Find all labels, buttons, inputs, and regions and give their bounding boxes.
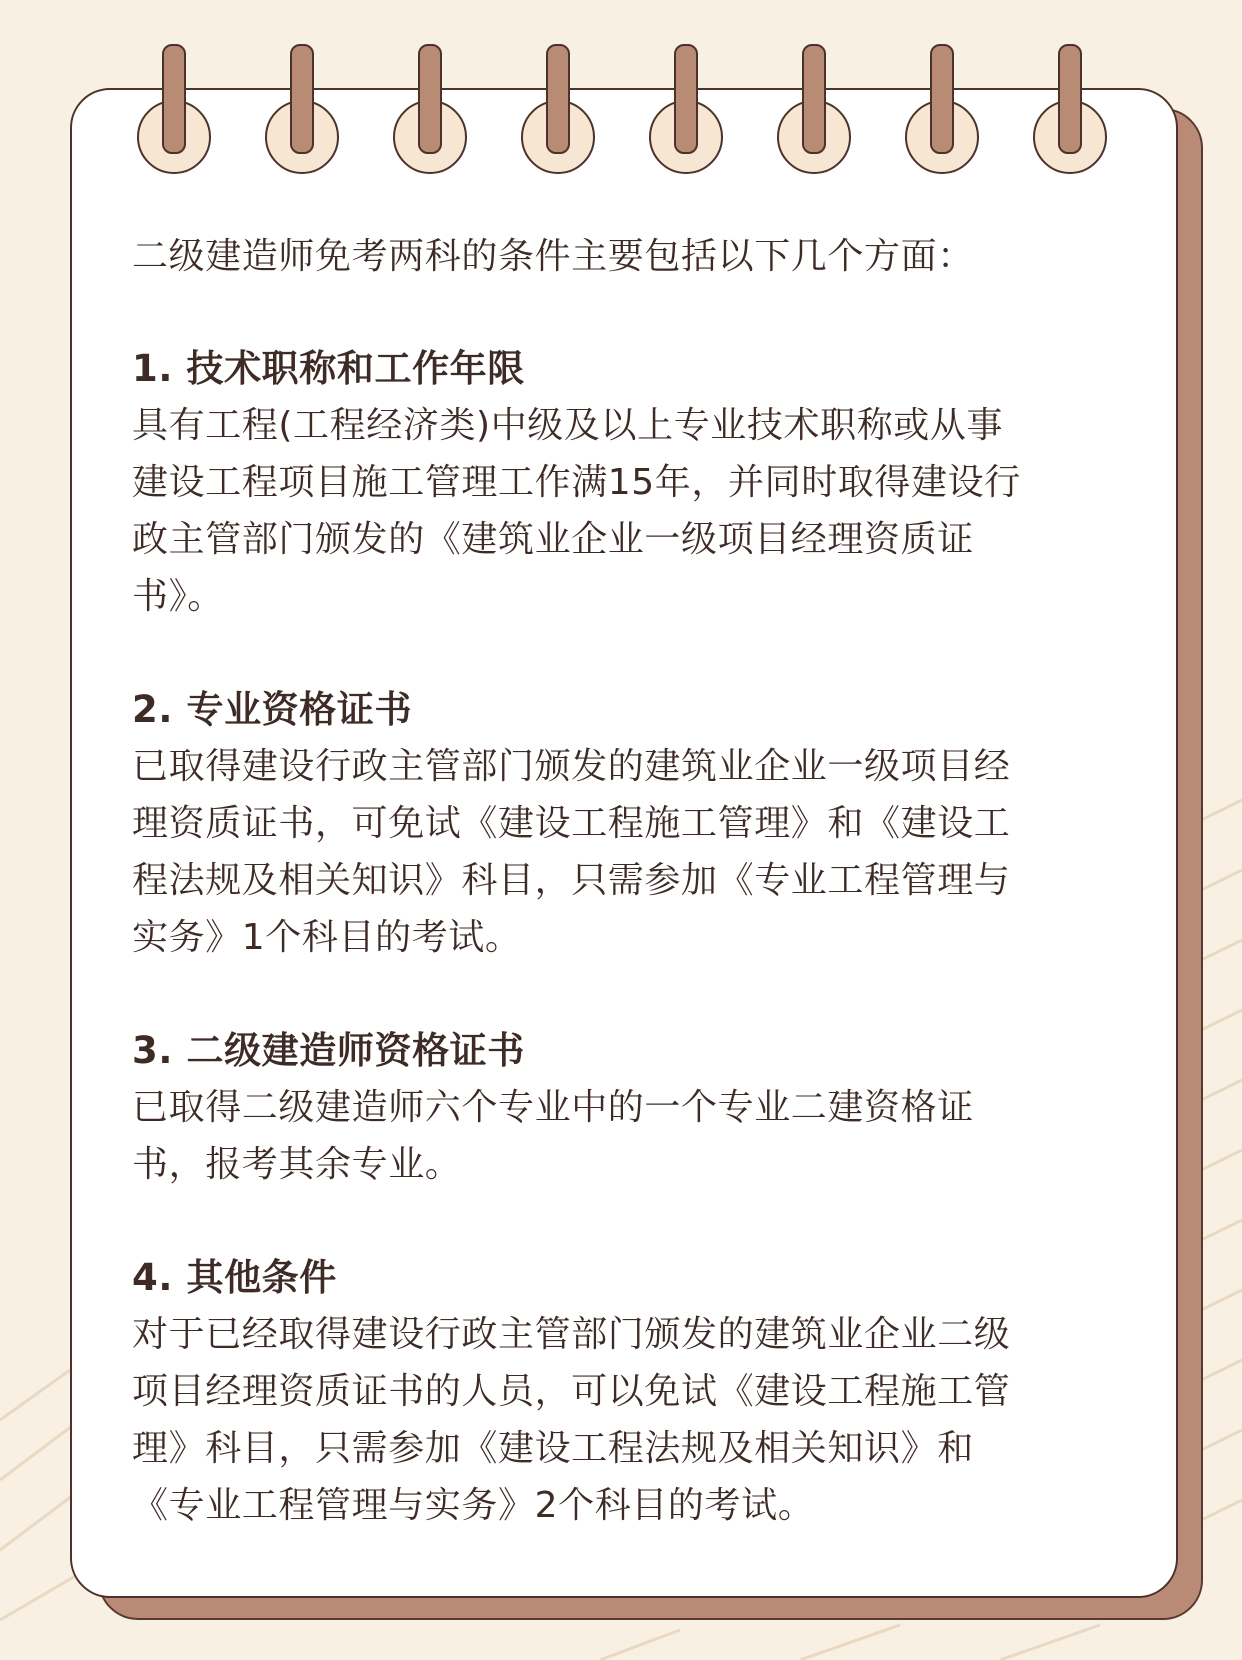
intro-text: 二级建造师免考两科的条件主要包括以下几个方面： [132,236,974,277]
binder-ring [905,44,979,174]
ring-bar [1058,44,1082,154]
ring-bar [930,44,954,154]
binder-ring [393,44,467,174]
ring-bar [802,44,826,154]
binder-ring [137,44,211,174]
ring-bar [162,44,186,154]
section-body: 对于已经取得建设行政主管部门颁发的建筑业企业二级 项目经理资质证书的人员，可以免试《建设工程施工管 理》科目，只需参加《建设工程法规及相关知识》和 《专业工程管理与实务》2个科目的考试。 [132,1314,1011,1526]
section-1 [132,340,1122,625]
section-3 [132,1022,1122,1193]
section-body: 已取得二级建造师六个专业中的一个专业二建资格证 书，报考其余专业。 [132,1087,974,1185]
section-heading: 2. 专业资格证书 [132,688,413,731]
binder-ring [265,44,339,174]
section-4 [132,1249,1122,1534]
binder-ring [777,44,851,174]
section-body: 已取得建设行政主管部门颁发的建筑业企业一级项目经 理资质证书，可免试《建设工程施工管理》和《建设工 程法规及相关知识》科目，只需参加《专业工程管理与 实务》1个科目的考试。 [132,746,1011,958]
note-content [132,228,1122,1590]
section-heading: 1. 技术职称和工作年限 [132,347,525,390]
section-heading: 4. 其他条件 [132,1256,337,1299]
section-heading: 3. 二级建造师资格证书 [132,1029,525,1072]
ring-bar [290,44,314,154]
section-body: 具有工程(工程经济类)中级及以上专业技术职称或从事 建设工程项目施工管理工作满15年，并同时取得建设行 政主管部门颁发的《建筑业企业一级项目经理资质证 书》。 [132,405,1021,617]
ring-bar [418,44,442,154]
ring-bar [546,44,570,154]
binder-ring [649,44,723,174]
binder-ring [1033,44,1107,174]
ring-bar [674,44,698,154]
binder-ring [521,44,595,174]
section-2 [132,681,1122,966]
